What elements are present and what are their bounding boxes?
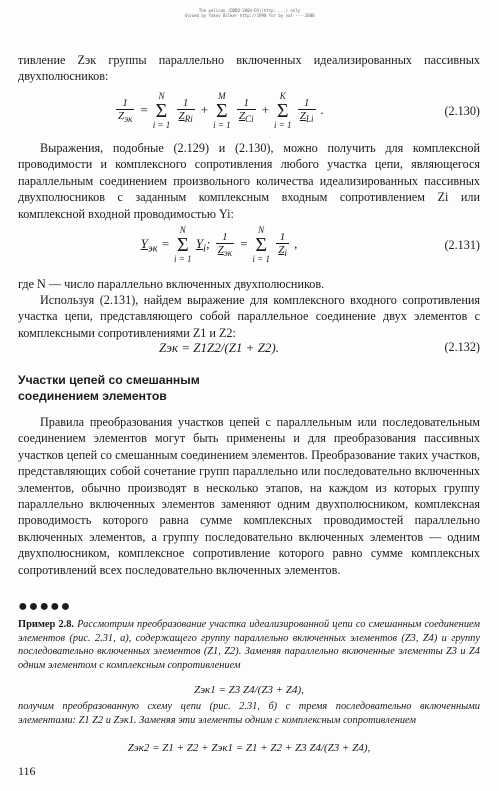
equation-2-130 — [18, 92, 480, 132]
example-equation-2: Zэк2 = Z1 + Z2 + Zэк1 = Z1 + Z2 + Z3 Z4/(Z3 + Z4), — [127, 742, 371, 754]
equation-number-2-132: (2.132) — [444, 340, 480, 354]
section-heading — [18, 372, 200, 404]
eq131-term: $\frac{1}{Z_i}$ — [278, 231, 287, 259]
paragraph-3: где N — число параллельно включенных двухполюсников. — [18, 277, 325, 291]
paragraph-4: Используя (2.131), найдем выражение для комплексного входного сопротивления участка цепи, представляющего собой параллельное соединение двух элементов с комплексными сопротивлениями Z1 и Z2: — [18, 293, 480, 340]
example-text-1: Рассмотрим преобразование участка идеализированной цепи со смешанным соединением элементов (рис. 2.31, а), содержащего группу параллельно включенных элементов (Z3, Z4) и группу последовательно включенных элементов (Z1, Z2). Заменяя параллельно включенные элементы Z3 и Z4 одним элементом с комплексным сопротивлением — [18, 619, 480, 671]
eq131-lhs2: $\frac{1}{Z_{эк}}$ — [217, 231, 233, 259]
eq130-sum2: M Σ i = 1 — [213, 91, 231, 130]
eq131-sum2: N Σ i = 1 — [252, 225, 270, 264]
eq130-sum1: N Σ i = 1 — [152, 91, 171, 130]
equation-2-132 — [18, 340, 480, 360]
equation-2-131 — [18, 226, 480, 268]
paragraph-5: Правила преобразования участков цепей с параллельным или последовательным соединением элементов могут быть применены и для преобразования пассивных участков цепей со смешанным соединением элементов. Преобразование таких участков, представляющих собой сочетание групп параллельно или последовательно включенных элементов, обычно производят в несколько этапов, на каждом из которых группу параллельно включенных элементов заменяют одним двухполюсником, комплексная проводимость которого равна сумме комплексных проводимостей параллельно включенных элементов, а группу последовательно включенных элементов — одним двухполюсником, комплексное сопротивление которого равно сумме комплексных сопротивлений всех последовательно включенных элементов. — [18, 415, 480, 577]
watermark-line-1: The pelican (DDDD-2004-D1)(http: ...) only — [198, 8, 301, 13]
eq130-term2: $\frac{1}{Z_{Ci}}$ — [238, 97, 254, 125]
paragraph-1: тивление Zэк группы параллельно включенных идеализированных пассивных двухполюсников: — [18, 53, 480, 84]
section-heading-line-1: Участки цепей со смешанным — [18, 373, 200, 387]
eq131-sum1: N Σ i = 1 — [173, 225, 192, 264]
equation-number-2-131: (2.131) — [444, 238, 480, 252]
section-heading-line-2: соединением элементов — [18, 389, 167, 403]
example-2-8-intro — [18, 618, 480, 672]
example-marker-dots: ●●●●● — [18, 598, 72, 615]
paragraph-2: Выражения, подобные (2.129) и (2.130), можно получить для комплексной проводимости и комплексного сопротивления любого участка цепи, являющегося параллельным соединением произвольного количества идеализированных пассивных двухполюсников с заданным комплексным входным сопротивлением Zi или комплексной входной проводимостью Yi: — [18, 141, 480, 221]
equation-number-2-130: (2.130) — [444, 104, 480, 118]
eq130-lhs: $\frac{1}{Z_{эк}}$ — [117, 97, 133, 125]
eq130-term3: $\frac{1}{Z_{Li}}$ — [299, 97, 314, 125]
equation-2-130-body: $\frac{1}{Z_{эк}}$ = N Σ i = 1 $\frac{1}{Z_{Ri}}$ + M Σ i = 1 $\frac{1}{Z_{Ci}}$ + K Σ i = 1 $\frac{1}{Z_{Li}}$ . — [117, 91, 325, 130]
eq130-term1: $\frac{1}{Z_{Ri}}$ — [178, 97, 193, 125]
page-number: 116 — [18, 764, 36, 778]
example-equation-1: Zэк1 = Z3 Z4/(Z3 + Z4), — [194, 684, 304, 696]
scan-watermark — [0, 8, 499, 18]
example-label: Пример 2.8. — [18, 619, 75, 630]
equation-2-132-body: Zэк = Z1Z2/(Z1 + Z2). — [158, 340, 280, 355]
watermark-line-2: djvued by Yakov Bilker http://1998 for by val ----2008 — [184, 13, 315, 18]
equation-2-131-body: $Y_{эк} = N$ Σ i = 1 $Y_i$; $\frac{1}{Z_{эк}}$ = N Σ i = 1 $\frac{1}{Z_i}$ , — [140, 225, 298, 264]
eq130-sum3: K Σ i = 1 — [273, 91, 292, 130]
example-text-2: получим преобразованную схему цепи (рис. 2.31, б) с тремя последовательно включенными элементами: Z1 Z2 и Zэк1. Заменяя эти элементы одним с комплексным сопротивлением — [18, 701, 480, 726]
